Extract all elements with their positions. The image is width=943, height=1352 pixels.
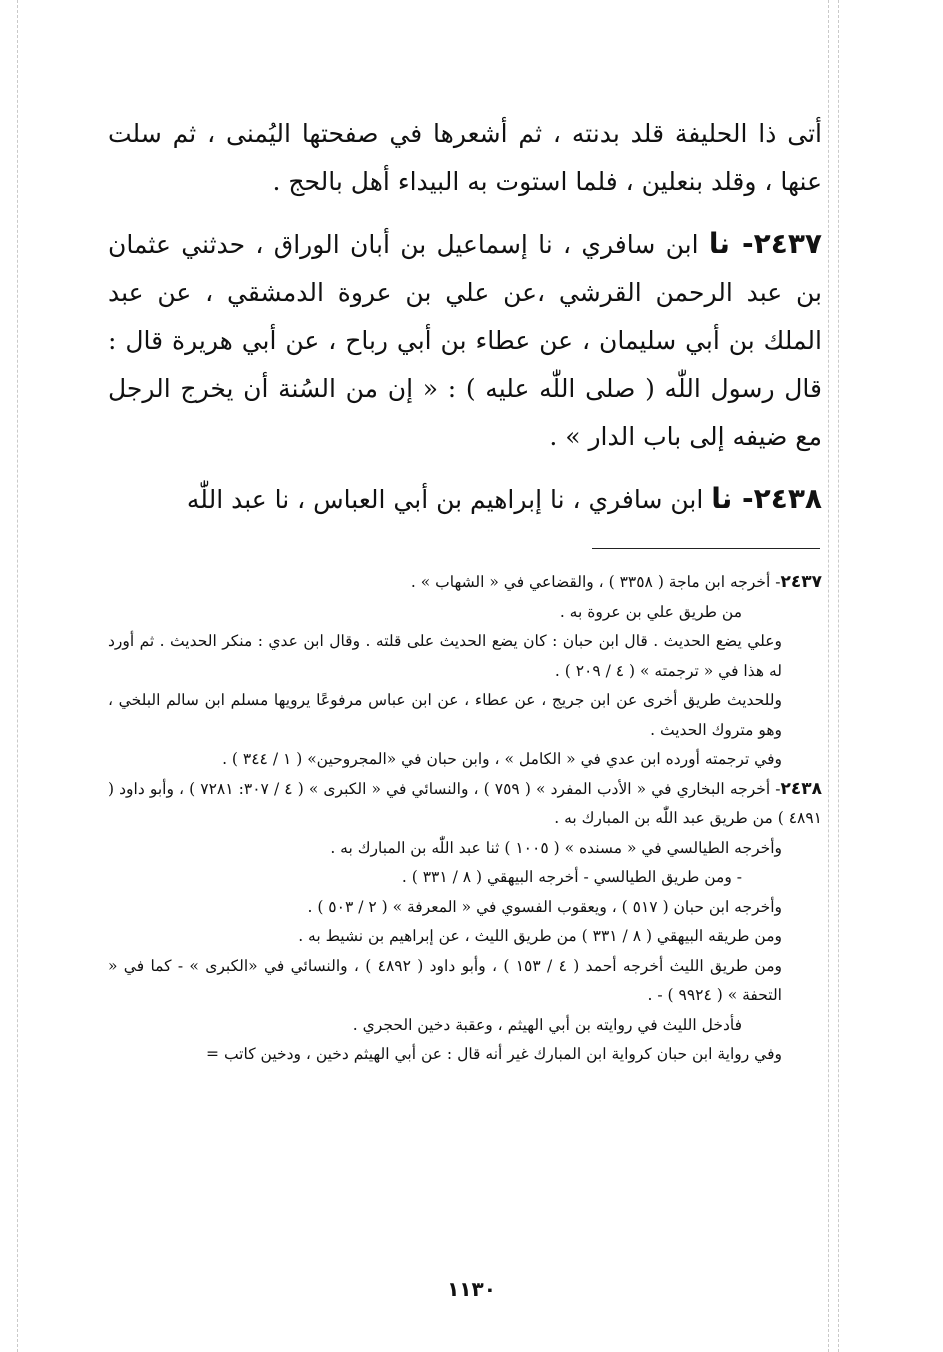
page-number: ١١٣٠ — [447, 1277, 496, 1301]
footnote-line: من طريق علي بن عروة به . — [559, 602, 742, 621]
footnote-line: ومن طريق الليث أخرجه أحمد ( ٤ / ١٥٣ ) ، وأبو داود ( ٤٨٩٢ ) ، والنسائي في «الكبرى » - كما في « التحفة » ( ٩٩٢٤ ) - . — [108, 956, 782, 1004]
paragraph-text: أتى ذا الحليفة قلد بدنته ، ثم أشعرها في صفحتها اليُمنى ، ثم سلت عنها ، وقلد بنعلين ، فلما استوت به البيداء أهل بالحج . — [108, 119, 822, 196]
footnotes — [108, 568, 822, 1070]
hadith-lead: - نا — [711, 482, 754, 515]
footnote-2437-line — [108, 568, 822, 598]
footnote-line: وفي رواية ابن حبان كرواية ابن المبارك غير أنه قال : عن أبي الهيثم دخين ، ودخين كاتب = — [206, 1045, 782, 1063]
footnote-text: - أخرجه البخاري في « الأدب المفرد » ( ٧٥٩ ) ، والنسائي في « الكبرى » ( ٤ / ٣٠٧: ٧٢٨١ ) ، وأبو داود ( ٤٨٩١ ) من طريق عبد اللّٰه بن المبارك به . — [108, 779, 822, 827]
footnote-line: - ومن طريق الطيالسي - أخرجه البيهقي ( ٨ / ٣٣١ ) . — [401, 868, 742, 886]
footnote-separator — [592, 548, 820, 549]
footnote-line: وعلي يضع الحديث . قال ابن حبان : كان يضع الحديث على قلته . وقال ابن عدي : منكر الحديث . ثم أورد له هذا في « ترجمته » ( ٤ / ٢٠٩ ) . — [108, 632, 782, 680]
hadith-number: ٢٤٣٨ — [753, 482, 822, 515]
footnote-line: وأخرجه ابن حبان ( ٥١٧ ) ، ويعقوب الفسوي في « المعرفة » ( ٢ / ٥٠٣ ) . — [307, 897, 782, 916]
footnote-line: ومن طريقه البيهقي ( ٨ / ٣٣١ ) من طريق الليث ، عن إبراهيم بن نشيط به . — [298, 927, 782, 945]
footnote-line: وفي ترجمته أورده ابن عدي في « الكامل » ، وابن حبان في «المجروحين» ( ١ / ٣٤٤ ) . — [222, 750, 782, 768]
footnote-2438-line — [108, 775, 822, 834]
hadith-2438 — [108, 475, 822, 524]
hadith-2437 — [108, 220, 822, 461]
footnote-number: ٢٤٣٨ — [780, 778, 822, 799]
paragraph-continuation — [108, 110, 822, 206]
main-text — [108, 110, 822, 538]
hadith-text: ابن سافري ، نا إسماعيل بن أبان الوراق ، حدثني عثمان بن عبد الرحمن القرشي ،عن علي بن عروة الدمشقي ، عن عبد الملك بن أبي سليمان ، عن عطاء بن أبي رباح ، عن أبي هريرة قال : قال رسول اللّٰه ( صلى اللّٰه عليه ) : « إن من السُنة أن يخرج الرجل مع ضيفه إلى باب الدار » . — [108, 230, 822, 451]
footnote-line: فأدخل الليث في روايته بن أبي الهيثم ، وعقبة دخين الحجري . — [352, 1015, 742, 1034]
hadith-text: ابن سافري ، نا إبراهيم بن أبي العباس ، نا عبد اللّٰه — [186, 485, 712, 514]
hadith-number: ٢٤٣٧ — [753, 227, 822, 260]
scan-guide-line — [838, 0, 839, 1352]
footnote-text: - أخرجه ابن ماجة ( ٣٣٥٨ ) ، والقضاعي في « الشهاب » . — [410, 573, 781, 591]
footnote-line: وأخرجه الطيالسي في « مسنده » ( ١٠٠٥ ) ثنا عبد اللّٰه بن المبارك به . — [330, 838, 782, 857]
hadith-lead: - نا — [708, 227, 754, 260]
footnote-line: وللحديث طريق أخرى عن ابن جريج ، عن عطاء ، عن ابن عباس مرفوعًا يرويها مسلم ابن سالم البلخي ، وهو متروك الحديث . — [108, 691, 782, 739]
footnote-number: ٢٤٣٧ — [780, 572, 822, 592]
scan-guide-line — [17, 0, 18, 1352]
scan-guide-line — [828, 0, 829, 1352]
